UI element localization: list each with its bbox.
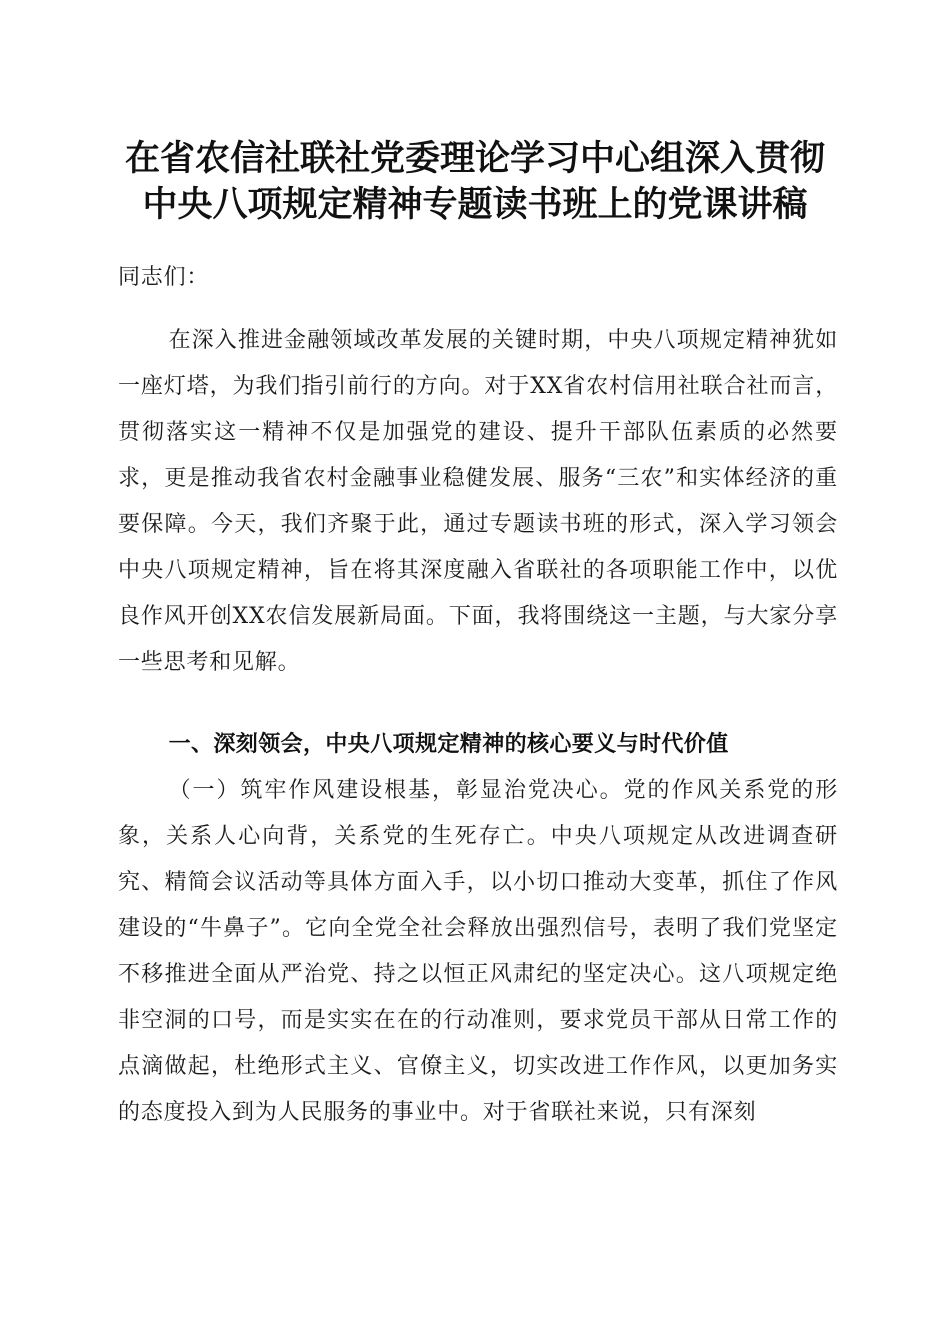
- salutation: 同志们：: [118, 265, 210, 290]
- document-title-line-2: 中央八项规定精神专题读书班上的党课讲稿: [142, 184, 808, 225]
- document-title-line-1: 在省农信社联社党委理论学习中心组深入贯彻: [124, 138, 825, 179]
- section-heading-1: 一、深刻领会，中央八项规定精神的核心要义与时代价值: [168, 732, 729, 757]
- section-1-paragraph-1: （一）筑牢作风建设根基，彰显治党决心。党的作风关系党的形象，关系人心向背，关系党的生死存亡。中央八项规定从改进调查研究、精简会议活动等具体方面入手，以小切口推动大变革，抓住了作风建设的“牛鼻子”。它向全党全社会释放出强烈信号，表明了我们党坚定不移推进全面从严治党、持之以恒正风肃纪的坚定决心。这八项规定绝非空洞的口号，而是实实在在的行动准则，要求党员干部从日常工作的点滴做起，杜绝形式主义、官僚主义，切实改进工作作风，以更加务实的态度投入到为人民服务的事业中。对于省联社来说，只有深刻: [118, 778, 838, 1125]
- intro-paragraph: 在深入推进金融领域改革发展的关键时期，中央八项规定精神犹如一座灯塔，为我们指引前行的方向。对于XX省农村信用社联合社而言，贯彻落实这一精神不仅是加强党的建设、提升干部队伍素质的必然要求，更是推动我省农村金融事业稳健发展、服务“三农”和实体经济的重要保障。今天，我们齐聚于此，通过专题读书班的形式，深入学习领会中央八项规定精神，旨在将其深度融入省联社的各项职能工作中，以优良作风开创XX农信发展新局面。下面，我将围绕这一主题，与大家分享一些思考和见解。: [118, 328, 838, 675]
